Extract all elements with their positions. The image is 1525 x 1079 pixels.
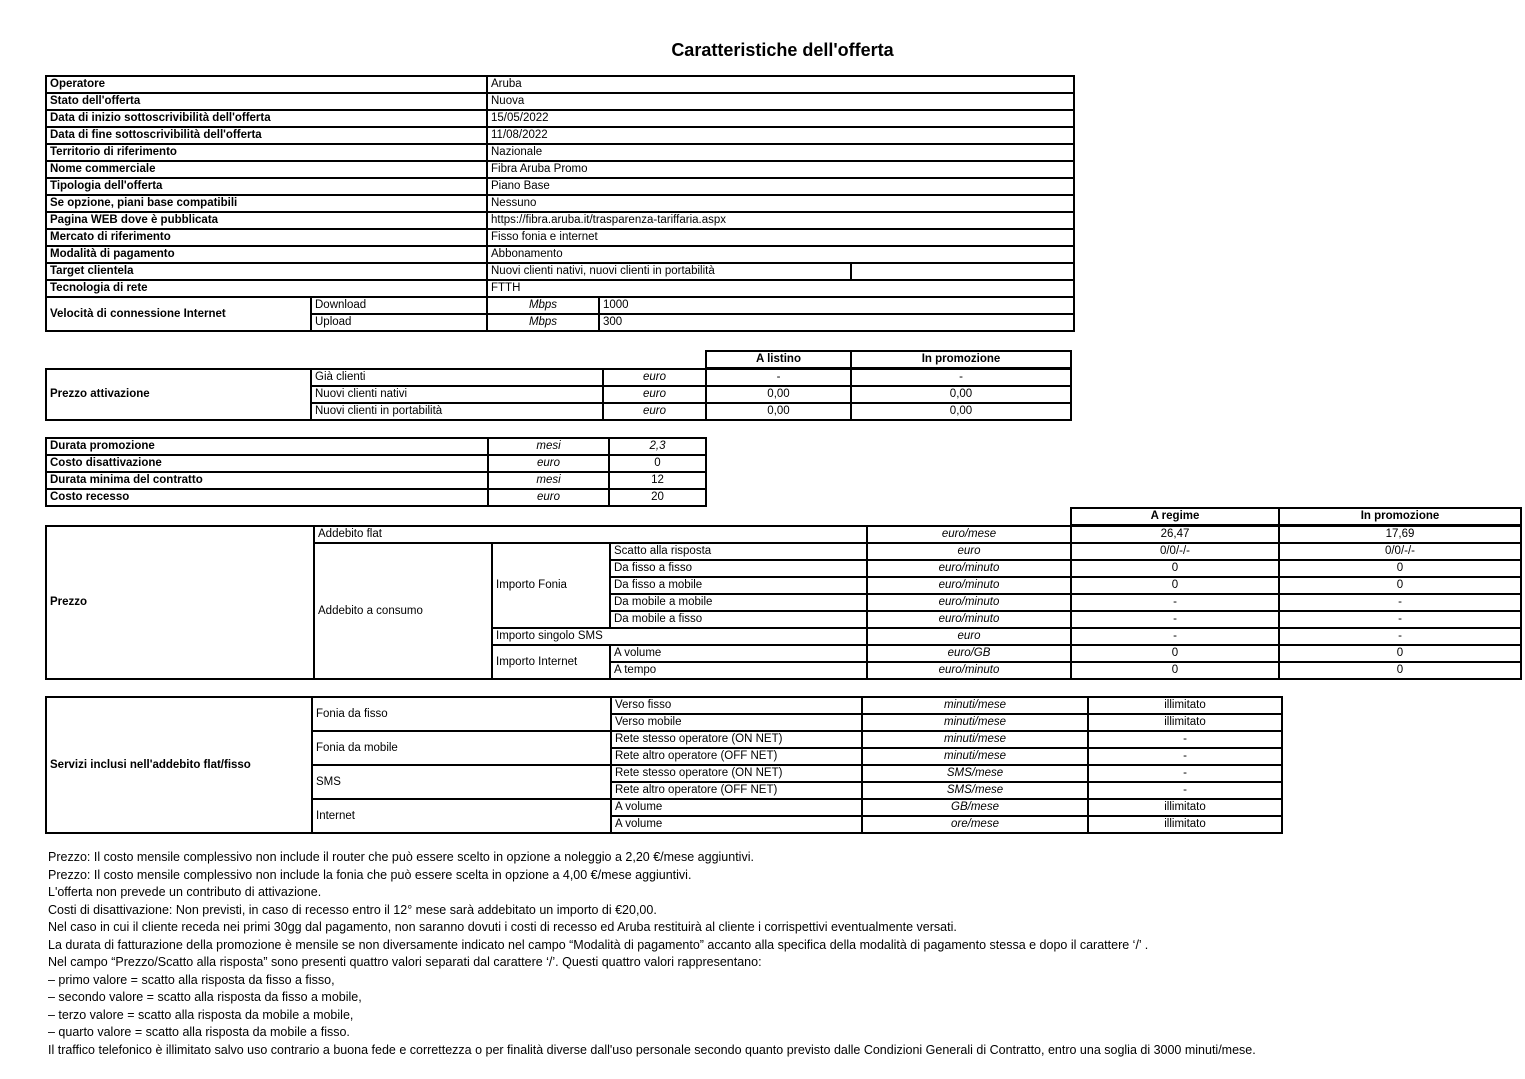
service-value-cell: - bbox=[1088, 765, 1282, 782]
info-value-cell: Fibra Aruba Promo bbox=[487, 161, 1074, 178]
footnote-line: Nel caso in cui il cliente receda nei primi 30gg dal pagamento, non saranno dovuti i costi di recesso ed Aruba restituirà al cliente i corrispettivi eventualmente versati. bbox=[48, 920, 957, 934]
footnote-line: – secondo valore = scatto alla risposta da fisso a mobile, bbox=[48, 990, 362, 1004]
term-label-cell: Costo recesso bbox=[46, 489, 488, 506]
unit-cell: SMS/mese bbox=[862, 765, 1088, 782]
unit-cell: euro/minuto bbox=[867, 560, 1071, 577]
promo-value-cell: - bbox=[851, 369, 1071, 386]
info-value-cell: Piano Base bbox=[487, 178, 1074, 195]
table-row bbox=[46, 212, 1074, 229]
promo-value-cell: - bbox=[1279, 628, 1521, 645]
table-row bbox=[46, 110, 1074, 127]
footnote-line: La durata di fatturazione della promozione è mensile se non diversamente indicato nel campo “Modalità di pagamento” accanto alla specifica della modalità di pagamento stessa e dopo il carattere ‘/’ . bbox=[48, 937, 1149, 952]
info-value-cell: Nuovi clienti nativi, nuovi clienti in portabilità bbox=[487, 263, 851, 280]
service-name-cell: Rete altro operatore (OFF NET) bbox=[611, 748, 862, 765]
unit-cell: euro bbox=[603, 386, 706, 403]
contract-terms-table bbox=[45, 437, 707, 507]
unit-cell: SMS/mese bbox=[862, 782, 1088, 799]
service-name-cell: Rete altro operatore (OFF NET) bbox=[611, 782, 862, 799]
regime-value-cell: 0 bbox=[1071, 577, 1279, 594]
info-label-cell: Data di fine sottoscrivibilità dell'offerta bbox=[46, 127, 487, 144]
promo-value-cell: 17,69 bbox=[1279, 526, 1521, 543]
info-label-cell: Stato dell'offerta bbox=[46, 93, 487, 110]
promo-value-cell: 0 bbox=[1279, 645, 1521, 662]
detail-name-cell: Da fisso a mobile bbox=[610, 577, 867, 594]
service-value-cell: - bbox=[1088, 748, 1282, 765]
term-label-cell: Durata minima del contratto bbox=[46, 472, 488, 489]
activation-price-header bbox=[705, 350, 1072, 369]
footnote-line: Prezzo: Il costo mensile complessivo non include la fonia che può essere scelta in opzione a 4,00 €/mese aggiuntivi. bbox=[48, 867, 692, 882]
info-value-cell: Nessuno bbox=[487, 195, 1074, 212]
col-header-promozione: In promozione bbox=[851, 351, 1071, 368]
detail-name-cell: Da mobile a fisso bbox=[610, 611, 867, 628]
promo-value-cell: 0 bbox=[1279, 560, 1521, 577]
speed-value-cell: 1000 bbox=[599, 297, 1074, 314]
info-label-cell: Pagina WEB dove è pubblicata bbox=[46, 212, 487, 229]
flat-name-cell: Addebito flat bbox=[314, 526, 867, 543]
footnote-line: L'offerta non prevede un contributo di attivazione. bbox=[48, 885, 322, 899]
info-label-cell: Mercato di riferimento bbox=[46, 229, 487, 246]
footnotes bbox=[48, 849, 1518, 1059]
unit-cell: euro bbox=[488, 455, 609, 472]
table-row bbox=[46, 455, 706, 472]
service-group-cell: Fonia da fisso bbox=[312, 697, 611, 731]
listino-value-cell: 0,00 bbox=[706, 403, 851, 420]
info-label-cell: Tipologia dell'offerta bbox=[46, 178, 487, 195]
unit-cell: euro bbox=[603, 369, 706, 386]
service-value-cell: illimitato bbox=[1088, 714, 1282, 731]
info-value-cell: Nazionale bbox=[487, 144, 1074, 161]
col-header-regime: A regime bbox=[1071, 508, 1279, 525]
unit-cell: mesi bbox=[488, 472, 609, 489]
unit-cell: ore/mese bbox=[862, 816, 1088, 833]
services-label-cell: Servizi inclusi nell'addebito flat/fisso bbox=[46, 697, 312, 833]
table-row bbox=[46, 76, 1074, 93]
info-label-cell: Modalità di pagamento bbox=[46, 246, 487, 263]
table-row bbox=[46, 246, 1074, 263]
service-name-cell: Verso fisso bbox=[611, 697, 862, 714]
term-label-cell: Costo disattivazione bbox=[46, 455, 488, 472]
unit-cell: euro/minuto bbox=[867, 594, 1071, 611]
term-value-cell: 20 bbox=[609, 489, 706, 506]
included-services-table bbox=[45, 696, 1283, 834]
info-value-cell publication-url: https://fibra.aruba.it/trasparenza-tariffaria.aspx bbox=[487, 212, 1074, 229]
unit-cell: euro/minuto bbox=[867, 611, 1071, 628]
regime-value-cell: - bbox=[1071, 594, 1279, 611]
table-row bbox=[46, 144, 1074, 161]
service-value-cell: illimitato bbox=[1088, 799, 1282, 816]
service-value-cell: - bbox=[1088, 782, 1282, 799]
service-group-cell: Internet bbox=[312, 799, 611, 833]
table-row bbox=[46, 195, 1074, 212]
unit-cell: Mbps bbox=[487, 314, 599, 331]
table-row bbox=[46, 229, 1074, 246]
unit-cell: GB/mese bbox=[862, 799, 1088, 816]
activation-name-cell: Già clienti bbox=[311, 369, 603, 386]
table-row bbox=[46, 263, 1074, 280]
term-value-cell: 0 bbox=[609, 455, 706, 472]
footnote-line: – primo valore = scatto alla risposta da fisso a fisso, bbox=[48, 972, 335, 987]
detail-name-cell: Da fisso a fisso bbox=[610, 560, 867, 577]
info-value-cell: Fisso fonia e internet bbox=[487, 229, 1074, 246]
info-label-cell: Territorio di riferimento bbox=[46, 144, 487, 161]
unit-cell: minuti/mese bbox=[862, 731, 1088, 748]
regime-value-cell: 0 bbox=[1071, 662, 1279, 679]
promo-value-cell: - bbox=[1279, 594, 1521, 611]
info-label-cell: Data di inizio sottoscrivibilità dell'offerta bbox=[46, 110, 487, 127]
listino-value-cell: 0,00 bbox=[706, 386, 851, 403]
info-label-cell: Target clientela bbox=[46, 263, 487, 280]
unit-cell: euro/minuto bbox=[867, 662, 1071, 679]
listino-value-cell: - bbox=[706, 369, 851, 386]
sms-name-cell: Importo singolo SMS bbox=[492, 628, 867, 645]
footnote-line: – terzo valore = scatto alla risposta da mobile a mobile, bbox=[48, 1007, 354, 1022]
price-table bbox=[45, 525, 1522, 680]
regime-value-cell: 0 bbox=[1071, 560, 1279, 577]
price-label-cell: Prezzo bbox=[46, 526, 314, 679]
col-header-promozione: In promozione bbox=[1279, 508, 1521, 525]
fonia-label-cell: Importo Fonia bbox=[492, 543, 610, 628]
regime-value-cell: 0 bbox=[1071, 645, 1279, 662]
info-value-cell: Abbonamento bbox=[487, 246, 1074, 263]
footnote-line: Prezzo: Il costo mensile complessivo non include il router che può essere scelto in opzione a noleggio a 2,20 €/mese aggiuntivi. bbox=[48, 850, 754, 864]
footnote-line: Costi di disattivazione: Non previsti, in caso di recesso entro il 12° mese sarà addebitato un importo di €20,00. bbox=[48, 902, 657, 917]
term-label-cell: Durata promozione bbox=[46, 438, 488, 455]
offer-info-table bbox=[45, 75, 1075, 332]
service-name-cell: A volume bbox=[611, 799, 862, 816]
table-row bbox=[46, 127, 1074, 144]
speed-label-cell: Velocità di connessione Internet bbox=[46, 297, 311, 331]
table-row bbox=[46, 526, 1521, 543]
detail-name-cell: A tempo bbox=[610, 662, 867, 679]
service-value-cell: illimitato bbox=[1088, 697, 1282, 714]
unit-cell: minuti/mese bbox=[862, 714, 1088, 731]
unit-cell: euro/minuto bbox=[867, 577, 1071, 594]
info-value-cell: 11/08/2022 bbox=[487, 127, 1074, 144]
info-label-cell: Se opzione, piani base compatibili bbox=[46, 195, 487, 212]
unit-cell: minuti/mese bbox=[862, 748, 1088, 765]
table-row bbox=[706, 351, 1071, 368]
unit-cell: mesi bbox=[488, 438, 609, 455]
detail-name-cell: Da mobile a mobile bbox=[610, 594, 867, 611]
service-group-cell: Fonia da mobile bbox=[312, 731, 611, 765]
table-row bbox=[46, 178, 1074, 195]
speed-name-cell: Download bbox=[311, 297, 487, 314]
speed-name-cell: Upload bbox=[311, 314, 487, 331]
unit-cell: euro/mese bbox=[867, 526, 1071, 543]
regime-value-cell: 26,47 bbox=[1071, 526, 1279, 543]
footnote-line: – quarto valore = scatto alla risposta da mobile a fisso. bbox=[48, 1025, 350, 1039]
detail-name-cell: Scatto alla risposta bbox=[610, 543, 867, 560]
term-value-cell: 2,3 bbox=[609, 438, 706, 455]
term-value-cell: 12 bbox=[609, 472, 706, 489]
page-title: Caratteristiche dell'offerta bbox=[671, 40, 894, 60]
service-name-cell: A volume bbox=[611, 816, 862, 833]
promo-value-cell: 0 bbox=[1279, 662, 1521, 679]
table-row bbox=[46, 369, 1071, 386]
activation-name-cell: Nuovi clienti in portabilità bbox=[311, 403, 603, 420]
service-name-cell: Rete stesso operatore (ON NET) bbox=[611, 731, 862, 748]
service-name-cell: Rete stesso operatore (ON NET) bbox=[611, 765, 862, 782]
promo-value-cell: 0/0/-/- bbox=[1279, 543, 1521, 560]
table-row bbox=[46, 438, 706, 455]
promo-value-cell: 0,00 bbox=[851, 403, 1071, 420]
footnote-line: Il traffico telefonico è illimitato salvo uso contrario a buona fede e correttezza o per finalità diverse dall'uso personale secondo quanto previsto dalle Condizioni Generali di Contratto, entro una soglia di 3000 minuti/mese. bbox=[48, 1042, 1256, 1057]
activation-price-table bbox=[45, 368, 1072, 421]
info-label-cell: Nome commerciale bbox=[46, 161, 487, 178]
col-header-listino: A listino bbox=[706, 351, 851, 368]
footnote-line: Nel campo “Prezzo/Scatto alla risposta” sono presenti quattro valori separati dal carattere ‘/’. Questi quattro valori rappresentano: bbox=[48, 955, 762, 969]
promo-value-cell: - bbox=[1279, 611, 1521, 628]
promo-value-cell: 0 bbox=[1279, 577, 1521, 594]
info-empty-cell bbox=[851, 263, 1074, 280]
table-row bbox=[46, 93, 1074, 110]
unit-cell: euro bbox=[488, 489, 609, 506]
table-row bbox=[1071, 508, 1521, 525]
table-row bbox=[46, 297, 1074, 314]
regime-value-cell: - bbox=[1071, 611, 1279, 628]
price-header bbox=[1070, 507, 1522, 526]
regime-value-cell: - bbox=[1071, 628, 1279, 645]
regime-value-cell: 0/0/-/- bbox=[1071, 543, 1279, 560]
info-value-cell: FTTH bbox=[487, 280, 1074, 297]
table-row bbox=[46, 161, 1074, 178]
service-value-cell: - bbox=[1088, 731, 1282, 748]
info-label-cell: Operatore bbox=[46, 76, 487, 93]
table-row bbox=[46, 489, 706, 506]
detail-name-cell: A volume bbox=[610, 645, 867, 662]
info-value-cell: Nuova bbox=[487, 93, 1074, 110]
table-row bbox=[46, 697, 1282, 714]
unit-cell: minuti/mese bbox=[862, 697, 1088, 714]
consumo-label-cell: Addebito a consumo bbox=[314, 543, 492, 679]
table-row bbox=[46, 472, 706, 489]
unit-cell: euro bbox=[867, 543, 1071, 560]
promo-value-cell: 0,00 bbox=[851, 386, 1071, 403]
service-name-cell: Verso mobile bbox=[611, 714, 862, 731]
unit-cell: euro/GB bbox=[867, 645, 1071, 662]
activation-label-cell: Prezzo attivazione bbox=[46, 369, 311, 420]
service-value-cell: illimitato bbox=[1088, 816, 1282, 833]
unit-cell: Mbps bbox=[487, 297, 599, 314]
info-label-cell: Tecnologia di rete bbox=[46, 280, 487, 297]
table-row bbox=[46, 280, 1074, 297]
internet-label-cell: Importo Internet bbox=[492, 645, 610, 679]
unit-cell: euro bbox=[603, 403, 706, 420]
activation-name-cell: Nuovi clienti nativi bbox=[311, 386, 603, 403]
info-value-cell: Aruba bbox=[487, 76, 1074, 93]
service-group-cell: SMS bbox=[312, 765, 611, 799]
info-value-cell: 15/05/2022 bbox=[487, 110, 1074, 127]
unit-cell: euro bbox=[867, 628, 1071, 645]
speed-value-cell: 300 bbox=[599, 314, 1074, 331]
